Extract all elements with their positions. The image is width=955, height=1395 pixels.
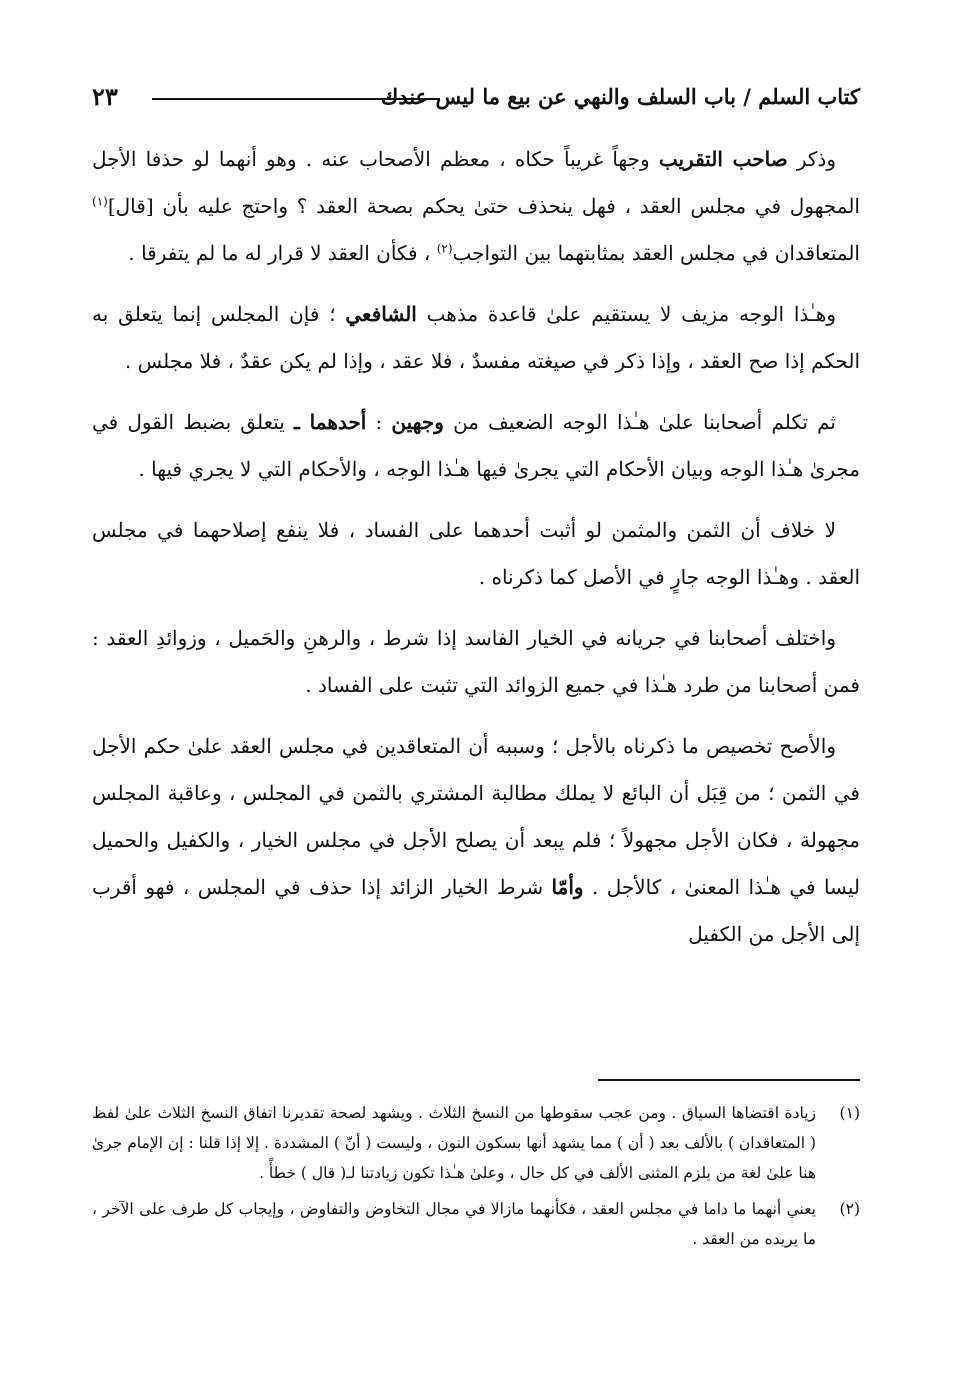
paragraph-3 bbox=[92, 399, 860, 493]
footnote-item bbox=[92, 1098, 860, 1188]
footnote-ref[interactable]: (٢) bbox=[436, 241, 453, 256]
footnotes bbox=[92, 1098, 860, 1260]
paragraph-text: والأصح تخصيص ما ذكرناه بالأجل ؛ وسببه أن المتعاقدين في مجلس العقد علىٰ حكم الأجل في الثمن ؛ من قِبَل أن البائع لا يملك مطالبة المشتري بالثمن في المجلس ، وعاقبة المجلس مجهولة ، فكان الأجل مجهولاً ؛ فلم يبعد أن يصلح الأجل في مجلس الخيار ، والكفيل والحميل ليسا في هـٰذا المعنىٰ ، كالأجل . bbox=[92, 734, 861, 899]
footnote-text: يعني أنهما ما داما في مجلس العقد ، فكأنهما مازالا في مجال التخاوض والتفاوض ، وإيجاب كل طرف على الآخر ، ما يريده من العقد . bbox=[92, 1200, 816, 1248]
paragraph-text: وجهاً غريباً حكاه ، معظم الأصحاب عنه . وهو أنهما لو حذفا الأجل المجهول في مجلس العقد ، فهل ينحذف حتىٰ يحكم بصحة العقد ؟ واحتج عليه بأن [قال] bbox=[92, 147, 860, 218]
paragraph-4: لا خلاف أن الثمن والمثمن لو أثبت أحدهما على الفساد ، فلا ينفع إصلاحهما في مجلس العقد . وهـٰذا الوجه جارٍ في الأصل كما ذكرناه . bbox=[92, 518, 860, 589]
paragraph-text: : bbox=[375, 410, 383, 434]
paragraph-text: وهـٰذا الوجه مزيف لا يستقيم علىٰ قاعدة مذهب bbox=[426, 302, 836, 326]
page-number: ٢٣ bbox=[92, 82, 118, 111]
bold-term: وأمّا bbox=[551, 875, 584, 899]
running-header bbox=[92, 84, 860, 118]
footnote-number: (٢) bbox=[839, 1200, 860, 1218]
bold-term: وجهين bbox=[391, 410, 444, 434]
header-title: كتاب السلم / باب السلف والنهي عن بيع ما ليس عندك bbox=[381, 84, 860, 109]
bold-term: صاحب التقريب bbox=[658, 147, 788, 171]
main-text bbox=[92, 136, 860, 958]
footnote-ref[interactable]: (١) bbox=[92, 194, 108, 209]
paragraph-text: ثم تكلم أصحابنا علىٰ هـٰذا الوجه الضعيف من bbox=[453, 410, 836, 434]
footnote-number: (١) bbox=[839, 1104, 860, 1122]
header-rule bbox=[152, 98, 440, 100]
footnote-item bbox=[92, 1194, 860, 1254]
bold-term: الشافعي bbox=[345, 302, 417, 326]
paragraph-1 bbox=[92, 136, 860, 277]
footnote-text: زيادة اقتضاها السياق . ومن عجب سقوطها من النسخ الثلاث . ويشهد لصحة تقديرنا اتفاق النسخ الثلاث علىٰ لفظ ( المتعاقدان ) بالألف بعد ( أن ) مما يشهد أنها بسكون النون ، وليست ( أنّ ) المشددة . إلا إذا قلنا : إن الإمام جرىٰ هنا علىٰ لغة من يلزم المثنى الألف في كل حال ، وعلىٰ هـٰذا تكون زيادتنا لـ( قال ) خطأً . bbox=[92, 1104, 816, 1182]
paragraph-text: المتعاقدان في مجلس العقد بمثابتهما بين التواجب bbox=[452, 241, 860, 265]
paragraph-6 bbox=[92, 723, 860, 958]
paragraph-text: شرط الخيار الزائد إذا حذف في المجلس ، فهو أقرب إلى الأجل من الكفيل bbox=[92, 875, 860, 946]
footnote-separator bbox=[598, 1079, 860, 1081]
bold-term: أحدهما ـ bbox=[294, 410, 367, 434]
paragraph-2 bbox=[92, 291, 860, 385]
paragraph-text: ، فكأن العقد لا قرار له ما لم يتفرقا . bbox=[128, 241, 431, 265]
paragraph-text: ؛ فإن المجلس إنما يتعلق به الحكم إذا صح العقد ، وإذا ذكر في صيغته مفسدٌ ، فلا عقد ، وإذا لم يكن عقدٌ ، فلا مجلس . bbox=[92, 302, 860, 373]
paragraph-5: واختلف أصحابنا في جريانه في الخيار الفاسد إذا شرط ، والرهنِ والحَميل ، وزوائدِ العقد : فمن أصحابنا من طرد هـٰذا في جميع الزوائد التي تثبت على الفساد . bbox=[92, 626, 860, 697]
paragraph-text: يتعلق بضبط القول في مجرىٰ هـٰذا الوجه وبيان الأحكام التي يجرىٰ فيها هـٰذا الوجه ، والأحكام التي لا يجري فيها . bbox=[92, 410, 860, 481]
paragraph-text: وذكر bbox=[796, 147, 836, 171]
